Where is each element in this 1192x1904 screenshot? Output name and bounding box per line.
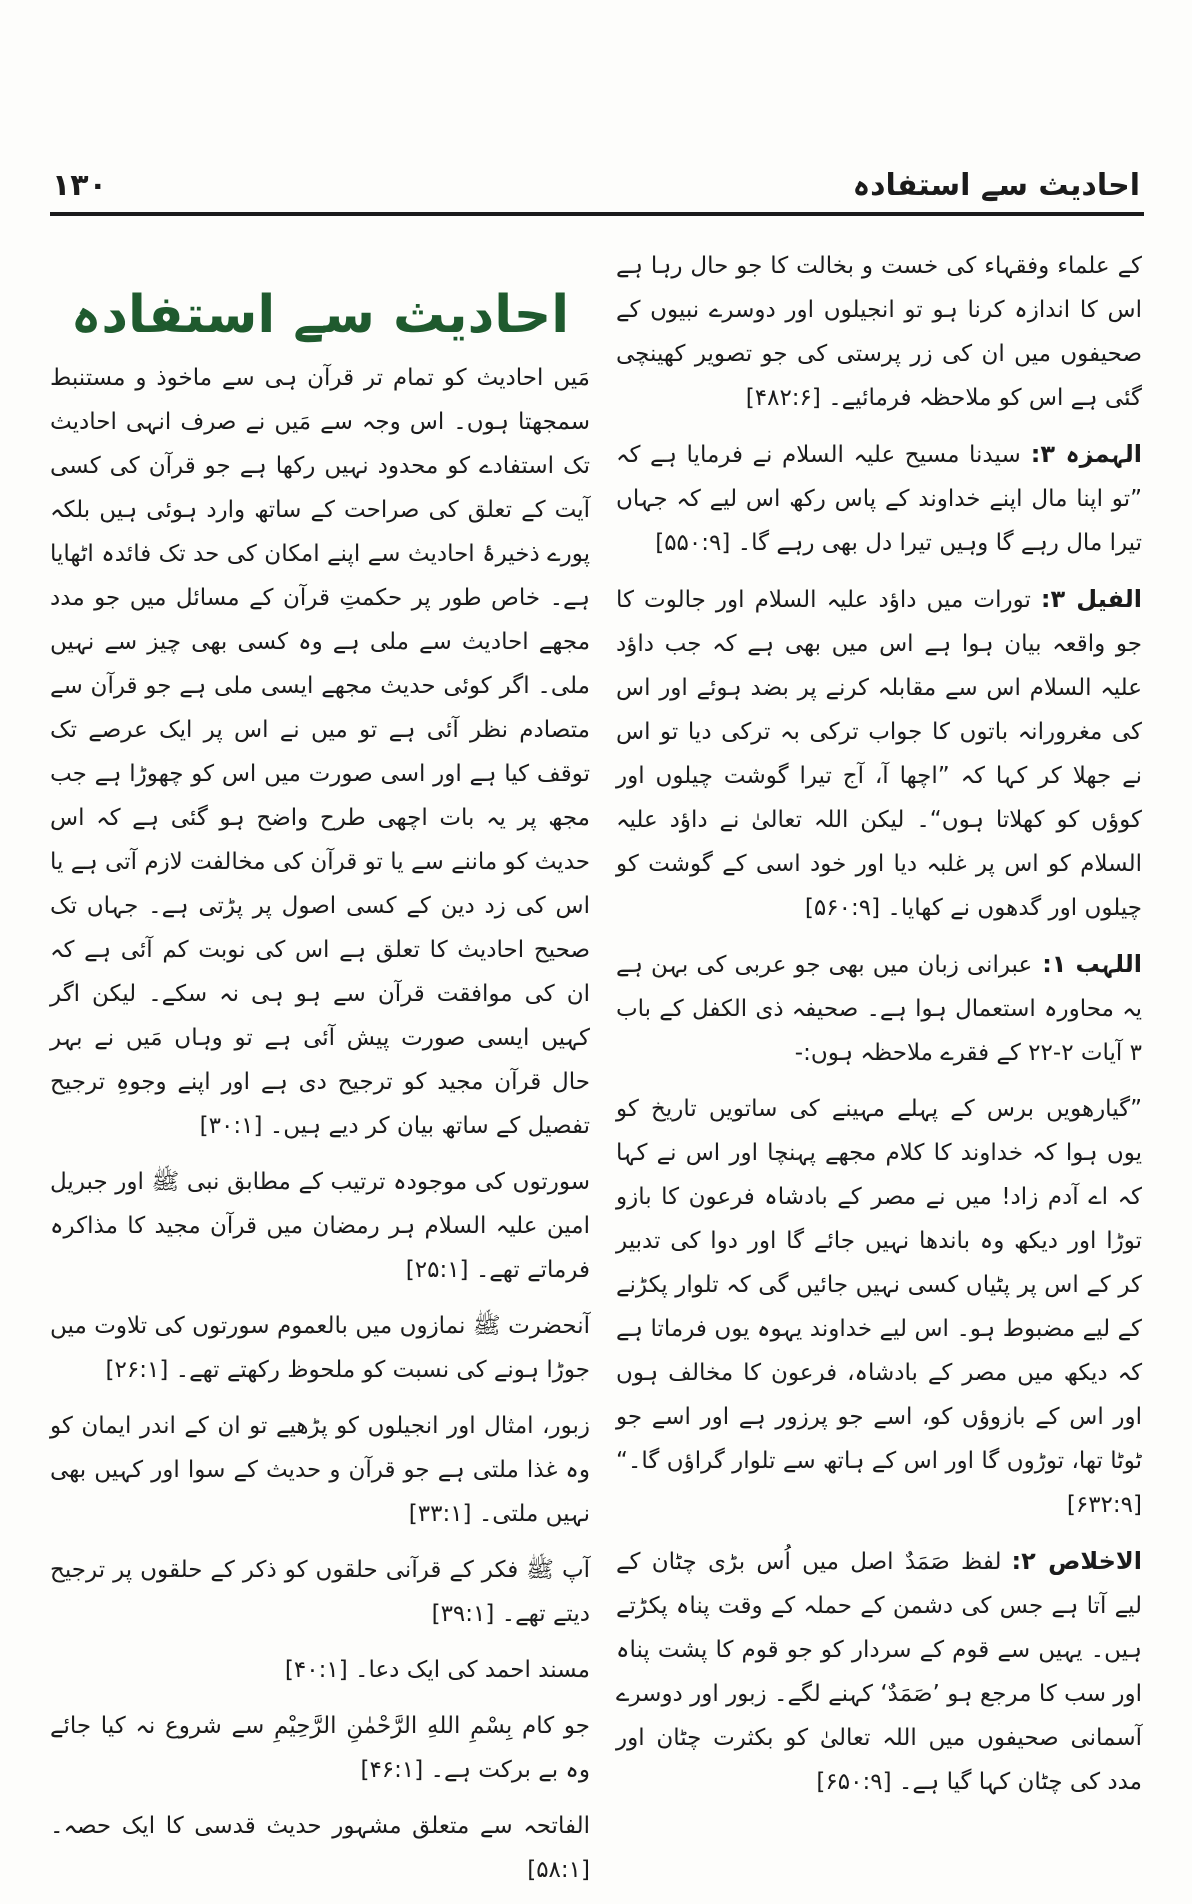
text-line: کے سردار کو جو قوم کا پشت پناہ اور سب کا مرجع ہو ’صَمَدٌ‘ کہنے لگے۔ xyxy=(616,1637,1142,1707)
text-line: طرح واضح ہو گئی ہے کہ اس حدیث کو ماننے سے یا تو قرآن کی مخالفت xyxy=(50,805,590,875)
chapter-title: احادیث سے استفادہ xyxy=(70,285,570,345)
text-line: سے ہو ہی نہ سکے۔ لیکن اگر کہیں ایسی صورت پیش آئی ہے تو وہاں مَیں xyxy=(50,981,590,1051)
text-line: تو انجیلوں اور دوسرے نبیوں کے صحیفوں میں ان کی زر پرستی کی جو تصویر xyxy=(616,297,1142,367)
text-line: احادیث کا تعلق ہے اس کی نوبت کم آئی ہے کہ ان کی موافقت قرآن xyxy=(50,937,591,1007)
text-line: السلام کو اس پر غلبہ دیا اور خود اسی کے گوشت کو چیلوں اور گدھوں xyxy=(616,851,1142,921)
header-rule xyxy=(50,212,1144,216)
text-line: کھینچی گئی ہے اس کو ملاحظہ فرمائیے۔ [۴۸۲:۶] xyxy=(616,341,1142,411)
text-line: کے بادشاہ فرعون کا بازو توڑا اور دیکھ وہ باندھا نہیں جائے گا اور دوا xyxy=(616,1184,1143,1254)
text-line: مسند احمد کی ایک دعا۔ [۴۰:۱] xyxy=(284,1657,590,1683)
text-line: السلام ہر رمضان میں قرآن مجید کا مذاکرہ فرماتے تھے۔ [۲۵:۱] xyxy=(50,1213,590,1283)
text-line: مَیں احادیث کو تمام تر قرآن ہی سے ماخوذ و مستنبط سمجھتا ہوں۔ اس xyxy=(50,365,591,435)
right-paragraph xyxy=(616,942,1142,1075)
text-line: آپ ﷺ فکر کے قرآنی حلقوں کو ذکر کے حلقوں پر ترجیح دیتے xyxy=(50,1557,590,1627)
text-line: چٹان کہا گیا ہے۔ [۶۵۰:۹] xyxy=(816,1769,1063,1795)
text-line: استعمال ہوا ہے۔ صحیفہ ذی الکفل کے باب ۳ آیات ۲-۲۲ کے xyxy=(616,996,1142,1066)
text-line: الفاتحہ سے متعلق مشہور حدیث قدسی کا ایک حصہ۔ [۵۸:۱] xyxy=(50,1813,590,1883)
text-line: ہے اور اسے جو ٹوٹا تھا، توڑوں گا اور اس کے ہاتھ سے تلوار گراؤں xyxy=(616,1404,1142,1474)
text-line: ہے جس کی دشمن کے حملہ کے وقت پناہ پکڑتے ہیں۔ یہیں سے قوم xyxy=(616,1593,1143,1663)
text-line: تورات میں داؤد علیہ السلام اور جالوت کا جو واقعہ xyxy=(616,587,1143,657)
text-line: چیلوں اور کوؤں کو کھلاتا ہوں“۔ لیکن اللہ تعالیٰ نے داؤد علیہ xyxy=(616,763,1142,833)
left-paragraph xyxy=(50,1648,590,1692)
right-paragraph xyxy=(616,432,1142,565)
text-line: تھے۔ [۳۹:۱] xyxy=(431,1601,546,1627)
left-paragraph xyxy=(50,1404,590,1536)
text-line: خداوند کا کلام مجھے پہنچا اور اس نے کہا کہ اے آدم زاد! میں نے مصر xyxy=(616,1140,1143,1210)
right-paragraph xyxy=(616,244,1142,420)
surah-reference-label: الاخلاص ۲: xyxy=(1011,1547,1142,1575)
left-paragraph xyxy=(50,1704,590,1792)
text-line: بیان ہوا ہے اس میں بھی ہے کہ جب داؤد علیہ السلام اس سے xyxy=(616,631,1142,701)
page-number: ۱۳۰ xyxy=(52,168,107,203)
text-line: فقرے ملاحظہ ہوں:- xyxy=(794,1040,990,1066)
text-line: نے بہر حال قرآن مجید کو ترجیح دی ہے اور اپنے وجوہِ ترجیح تفصیل کے xyxy=(50,1025,590,1139)
text-line: قرآن سے متصادم نظر آئی ہے تو میں نے اس پر ایک عرصے تک توقف xyxy=(50,673,590,787)
text-line: آنحضرت ﷺ نمازوں میں بالعموم سورتوں کی تلاوت میں جوڑا xyxy=(50,1313,590,1383)
left-paragraph xyxy=(50,1304,590,1392)
text-line: ”گیارھویں برس کے پہلے مہینے کی ساتویں تاریخ کو یوں ہوا کہ xyxy=(616,1096,1142,1166)
text-line: جو کام بِسْمِ اللهِ الرَّحْمٰنِ الرَّحِيْمِ سے شروع نہ کیا جائے وہ بے برکت xyxy=(50,1713,590,1783)
text-line: ہے وہ کسی بھی چیز سے نہیں ملی۔ اگر کوئی حدیث مجھے ایسی ملی ہے جو xyxy=(50,629,590,699)
left-column xyxy=(50,280,590,1904)
text-line: زبور اور دوسرے آسمانی صحیفوں میں اللہ تعالیٰ کو بکثرت چٹان اور مدد کی xyxy=(616,1681,1142,1795)
right-column xyxy=(616,244,1142,1816)
text-line: جو قرآن و حدیث کے سوا اور کہیں بھی نہیں ملتی۔ [۳۳:۱] xyxy=(50,1457,590,1527)
text-line: کی تدبیر کر کے اس پر پٹیاں کسی نہیں جائیں گی کہ تلوار پکڑنے کے لیے xyxy=(616,1228,1143,1342)
text-line: کے علماء وفقہاء کی خست و بخالت کا جو حال رہا ہے اس کا اندازہ کرنا ہو xyxy=(616,253,1142,323)
text-line: گا۔“ [۶۳۲:۹] xyxy=(616,1448,1142,1518)
surah-reference-label: اللہب ۱: xyxy=(1042,950,1142,978)
text-line: بلکہ پورے ذخیرۂ احادیث سے اپنے امکان کی حد تک فائدہ اٹھایا ہے۔ xyxy=(50,497,590,611)
surah-reference-label: الفیل ۳: xyxy=(1040,585,1142,613)
right-paragraph xyxy=(616,577,1142,930)
text-line: وجہ سے مَیں نے صرف انہی احادیث تک استفادے کو محدود نہیں رکھا xyxy=(50,409,591,479)
right-paragraph xyxy=(616,1539,1142,1804)
right-paragraph xyxy=(616,1087,1142,1527)
text-line: سیدنا مسیح علیہ السلام نے فرمایا ہے کہ ”تو اپنا مال اپنے خداوند کے xyxy=(616,442,1143,512)
left-paragraph xyxy=(50,1804,590,1892)
text-line: لازم آتی ہے یا اس کی زد دین کے کسی اصول پر پڑتی ہے۔ جہاں تک صحیح xyxy=(50,849,590,963)
text-line: پاس رکھ اس لیے کہ جہاں تیرا مال رہے گا وہیں تیرا دل بھی رہے گا۔ [۵۵۰:۹] xyxy=(616,486,1142,556)
text-line: نے کھایا۔ [۵۶۰:۹] xyxy=(804,895,970,921)
text-line: کیا ہے اور اسی صورت میں اس کو چھوڑا ہے جب مجھ پر یہ بات اچھی xyxy=(50,761,591,831)
text-line: عبرانی زبان میں بھی جو عربی کی بہن ہے یہ محاورہ xyxy=(616,952,1142,1022)
text-line: ہونے کی نسبت کو ملحوظ رکھتے تھے۔ [۲۶:۱] xyxy=(105,1357,540,1383)
left-paragraph xyxy=(50,356,590,1148)
text-line: ہے۔ [۴۶:۱] xyxy=(360,1757,471,1783)
text-line: ہے جو قرآن کی کسی آیت کے تعلق کی صراحت کے ساتھ وارد ہوئی ہیں xyxy=(50,453,590,523)
text-line: ترکی بہ ترکی دیا تو اس نے جھلا کر کہا کہ ”اچھا آ، آج تیرا گوشت xyxy=(616,719,1142,789)
text-line: ساتھ بیان کر دیے ہیں۔ [۳۰:۱] xyxy=(199,1113,489,1139)
left-paragraph xyxy=(50,1548,590,1636)
text-line: بادشاہ، فرعون کا مخالف ہوں اور اس کے بازوؤں کو، اسے جو پرزور xyxy=(616,1360,1143,1430)
text-line: سورتوں کی موجودہ ترتیب کے مطابق نبی ﷺ اور جبریل امین علیہ xyxy=(50,1169,591,1239)
text-line: خاص طور پر حکمتِ قرآن کے مسائل میں جو مدد مجھے احادیث سے ملی xyxy=(50,585,591,655)
text-line: مقابلہ کرنے پر بضد ہوئے اور اس کی مغرورانہ باتوں کا جواب xyxy=(616,675,1142,745)
text-line: مضبوط ہو۔ اس لیے خداوند یہوہ یوں فرماتا ہے کہ دیکھ میں مصر کے xyxy=(616,1316,1143,1386)
surah-reference-label: الہمزہ ۳: xyxy=(1030,440,1142,468)
running-title: احادیث سے استفادہ xyxy=(852,168,1140,203)
text-line: زبور، امثال اور انجیلوں کو پڑھیے تو ان کے اندر ایمان کو وہ غذا ملتی ہے xyxy=(50,1413,591,1483)
left-paragraph xyxy=(50,1160,590,1292)
text-line: لفظ صَمَدٌ اصل میں اُس بڑی چٹان کے لیے آتا xyxy=(616,1549,1143,1619)
